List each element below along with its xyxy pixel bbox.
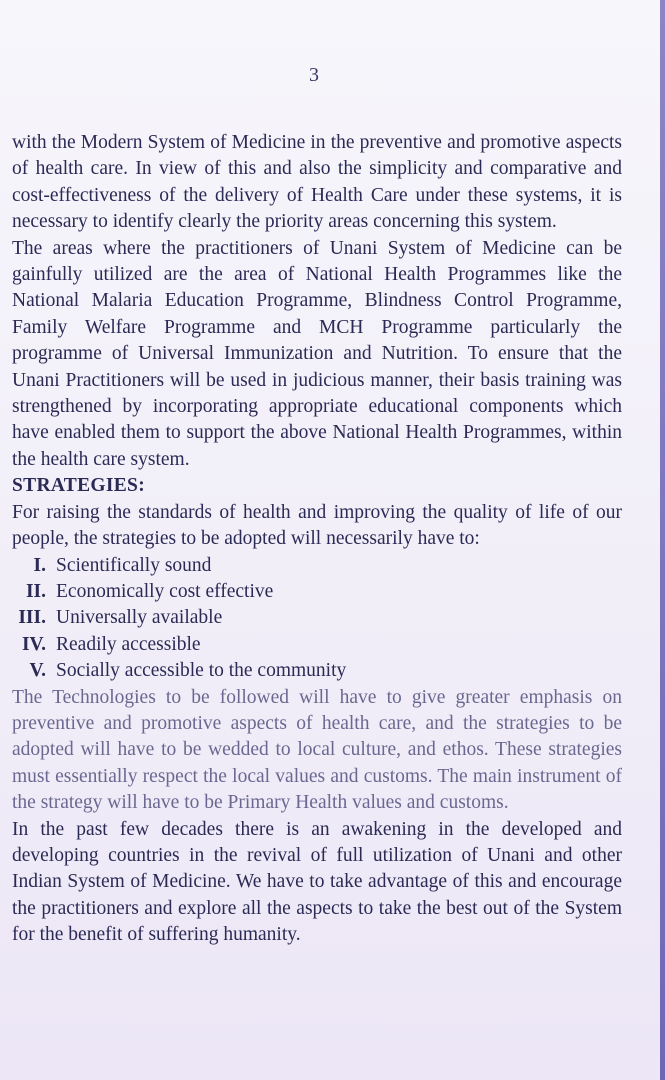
strategies-list [12,553,622,685]
list-item [12,579,622,605]
list-text: Universally available [56,607,223,629]
paragraph-awakening: In the past few decades there is an awakening in the developed and developing countries in the revival of full utilization of Unani and other Indian System of Medicine. We have to take advantage of this and encourage the practitioners and explore all the aspects to take the best out of the System for the benefit of suffering humanity. [12,818,622,946]
strategies-heading: STRATEGIES: [12,475,145,497]
list-item [12,658,622,684]
list-text: Scientifically sound [56,554,212,576]
list-numeral: V. [29,660,46,682]
page-edge-shadow [660,0,665,1080]
list-text: Readily accessible [56,633,201,655]
list-numeral: II. [25,580,46,602]
page-body [12,130,622,949]
list-numeral: III. [18,607,46,629]
list-text: Economically cost effective [56,580,274,602]
list-item [12,553,622,579]
paragraph-technologies: The Technologies to be followed will have to give greater emphasis on preventive and promotive aspects of health care, and the strategies to be adopted will have to be wedded to local culture, and ethos. These strategies must essentially respect the local values and customs. The main instrument of the strategy will have to be Primary Health values and customs. [12,686,622,814]
list-item [12,632,622,658]
paragraph-modern-system: with the Modern System of Medicine in the preventive and promotive aspects of health care. In view of this and also the simplicity and comparative and cost-effectiveness of the delivery of Health Care under these systems, it is necessary to identify clearly the priority areas concerning this system. [12,132,622,233]
list-numeral: I. [33,554,46,576]
list-numeral: IV. [21,633,46,655]
list-item [12,605,622,631]
list-text: Socially accessible to the community [56,660,347,682]
strategies-intro: For raising the standards of health and improving the quality of life of our people, the strategies to be adopted will necessarily have to: [12,501,622,550]
paragraph-unani-practitioners: The areas where the practitioners of Unani System of Medicine can be gainfully utilized are the area of National Health Programmes like the National Malaria Education Programme, Blindness Control Programme, Family Welfare Programme and MCH Programme particularly the programme of Universal Immunization and Nutrition. To ensure that the Unani Practitioners will be used in judicious manner, their basis training was strengthened by incorporating appropriate educational components which have enabled them to support the above National Health Programmes, within the health care system. [12,237,622,470]
page-number: 3 [309,64,319,86]
